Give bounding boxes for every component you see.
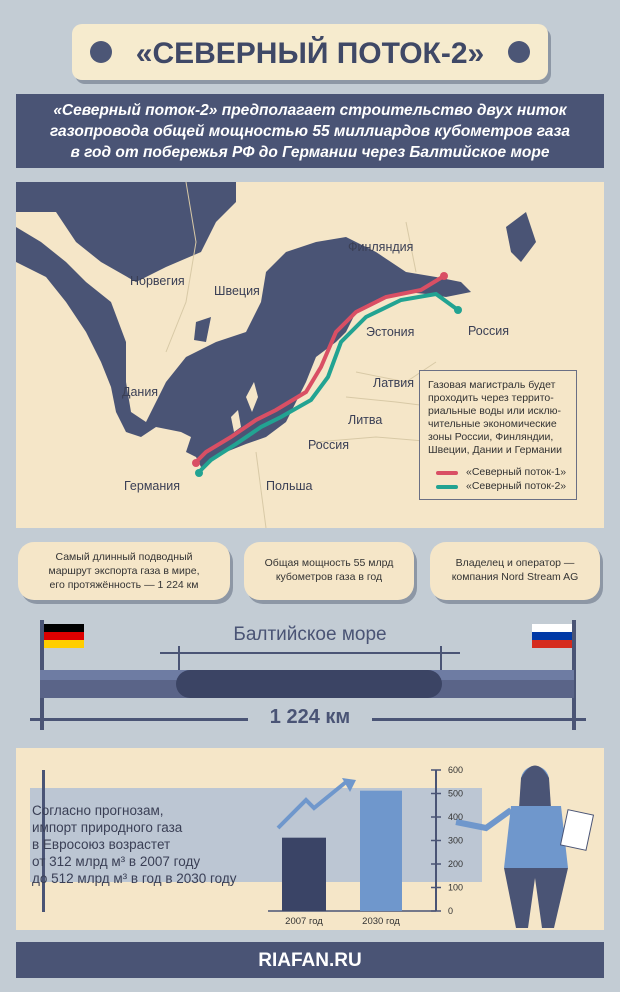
legend-line: Газовая магистраль будет — [428, 379, 556, 391]
sea-label: Балтийское море — [233, 624, 387, 645]
pipeline-endpoint — [454, 306, 462, 314]
legend-line: зоны России, Финляндии, — [428, 431, 554, 443]
subtitle-line: газопровода общей мощностью 55 миллиардов кубометров газа — [49, 123, 570, 140]
map-label-poland: Польша — [266, 479, 313, 493]
fact-line: Общая мощность 55 млрд — [264, 557, 394, 569]
pipeline-endpoint — [195, 469, 203, 477]
forecast-line: до 512 млрд м³ в год в 2030 году — [32, 871, 237, 886]
subtitle-line: в год от побережья РФ до Германии через Балтийское море — [70, 144, 550, 161]
legend-label-nord1: «Северный поток-1» — [466, 466, 567, 478]
legend-line: Швеции, Дании и Германии — [428, 444, 562, 456]
forecast-line: импорт природного газа — [32, 820, 183, 835]
germany-flag-icon — [44, 624, 84, 648]
fact-card-owner — [430, 542, 600, 600]
forecast-line: от 312 млрд м³ в 2007 году — [32, 854, 201, 869]
pipe-underwater-section — [176, 670, 442, 698]
map-label-latvia: Латвия — [373, 376, 414, 390]
length-label: 1 224 км — [248, 706, 372, 732]
y-tick-label: 0 — [448, 906, 454, 916]
fact-line: Владелец и оператор — — [455, 557, 575, 569]
y-tick-label: 200 — [448, 859, 464, 869]
map-label-estonia: Эстония — [366, 325, 415, 339]
legend-line: риальные воды или исклю- — [428, 405, 562, 417]
fact-line: маршрут экспорта газа в мире, — [48, 565, 200, 577]
pipeline-endpoint — [440, 272, 448, 280]
footer-banner — [16, 942, 604, 978]
map-label-kaliningrad: Россия — [308, 438, 349, 452]
bar-1 — [282, 838, 326, 911]
map-legend — [419, 370, 577, 500]
forecast-chart — [16, 748, 604, 930]
fact-line: кубометров газа в год — [275, 571, 383, 583]
sea-bracket-tick — [440, 646, 442, 670]
map-label-norway: Норвегия — [130, 274, 185, 288]
sea-bracket-tick — [178, 646, 180, 670]
map-label-finland: Финляндия — [348, 240, 414, 254]
y-tick-label: 300 — [448, 835, 464, 846]
subtitle-banner — [16, 94, 604, 168]
pipeline-endpoint — [192, 459, 200, 467]
x-tick-label: 2030 год — [362, 916, 400, 927]
title-banner — [72, 24, 548, 80]
bar-2 — [360, 791, 402, 911]
map-label-sweden: Швеция — [214, 284, 260, 298]
fact-line: его протяжённость — 1 224 км — [49, 579, 199, 591]
fact-card-capacity — [244, 542, 414, 600]
y-tick-label: 100 — [448, 882, 464, 893]
legend-line: чительные экономические — [428, 418, 557, 430]
x-tick-label: 2007 год — [285, 916, 323, 927]
lake-shape — [506, 212, 536, 262]
legend-label-nord2: «Северный поток-2» — [466, 480, 567, 492]
legend-line: проходить через террито- — [428, 392, 554, 404]
map-label-germany: Германия — [124, 479, 181, 493]
forecast-line: Согласно прогнозам, — [32, 803, 164, 818]
y-tick-label: 400 — [448, 812, 464, 822]
pipe-body — [40, 670, 574, 698]
subtitle-text — [26, 100, 594, 163]
lake-shape — [194, 317, 211, 342]
map-label-russia: Россия — [468, 324, 509, 338]
fact-card-route — [18, 542, 230, 600]
page-title: «СЕВЕРНЫЙ ПОТОК-2» — [135, 37, 485, 70]
footer-text: RIAFAN.RU — [258, 950, 362, 971]
forecast-panel — [16, 748, 604, 930]
fact-line: компания Nord Stream AG — [451, 571, 579, 583]
y-tick-label: 600 — [448, 765, 464, 775]
map-label-lithuania: Литва — [348, 413, 383, 427]
y-tick-label: 500 — [448, 788, 464, 799]
growth-arrow-icon — [278, 782, 346, 828]
forecast-line: в Евросоюз возрастет — [32, 837, 171, 852]
legend-description — [428, 379, 572, 457]
subtitle-line: «Северный поток-2» предполагает строительство двух ниток — [53, 102, 567, 119]
map-label-denmark: Дания — [122, 385, 159, 399]
legend-swatch-nord1 — [436, 471, 458, 475]
legend-swatch-nord2 — [436, 485, 458, 489]
fact-line: Самый длинный подводный — [55, 551, 193, 563]
sea-bracket — [160, 652, 460, 654]
presenter-figure-icon — [456, 766, 593, 929]
russia-flag-icon — [532, 624, 572, 648]
